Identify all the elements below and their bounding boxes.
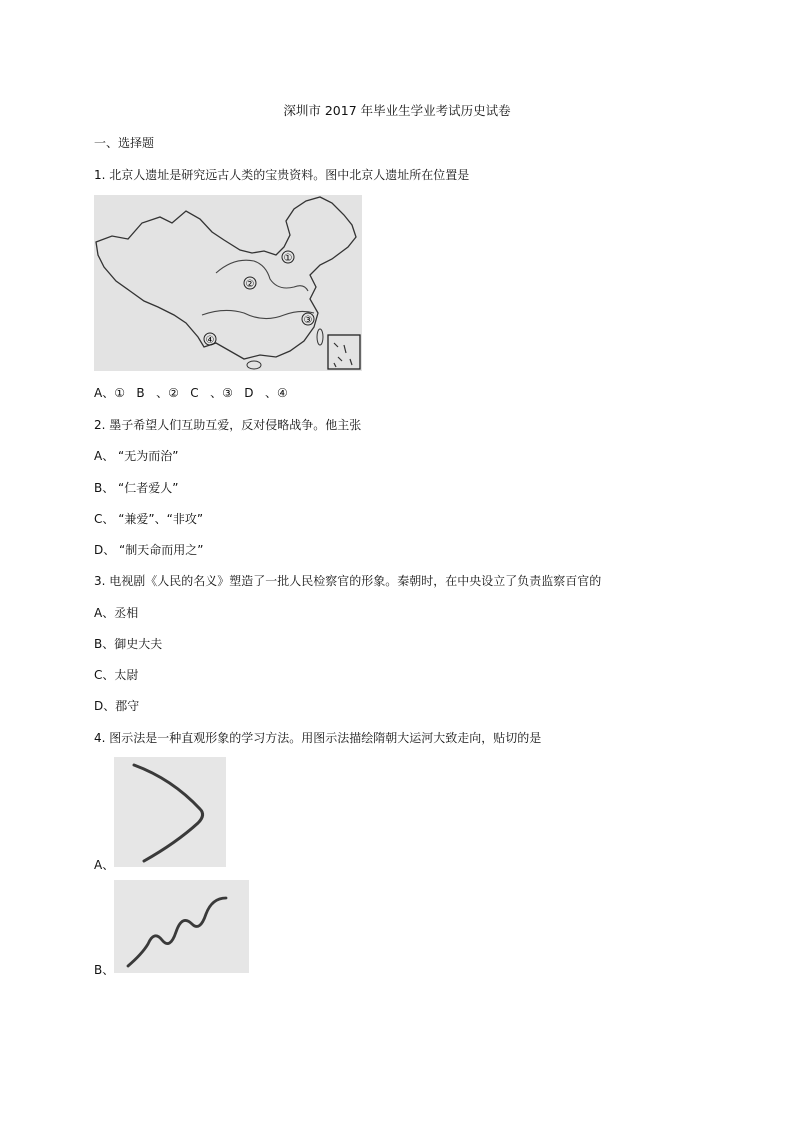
question-1-options: A、① B 、② C 、③ D 、④ [94, 386, 288, 400]
question-4-option-a: A、 [94, 858, 115, 872]
question-4-option-b: B、 [94, 963, 115, 977]
marker-4-label: ④ [205, 335, 215, 346]
south-china-sea-inset [328, 335, 360, 369]
yangtze-river-line [202, 310, 314, 318]
china-map-outline [94, 195, 362, 371]
option-b-canal-figure [114, 880, 249, 973]
inset-islands [334, 343, 352, 367]
china-map-figure [94, 195, 362, 371]
question-2-option-a: A、 “无为而治” [94, 449, 179, 463]
yellow-river-line [216, 260, 308, 291]
question-3-option-b: B、御史大夫 [94, 637, 163, 651]
question-1-stem: 1. 北京人遗址是研究远古人类的宝贵资料。图中北京人遗址所在位置是 [94, 168, 470, 182]
marker-3-label: ③ [303, 315, 313, 326]
question-3-option-c: C、太尉 [94, 668, 139, 682]
taiwan-island [317, 329, 323, 345]
option-a-curve-svg [114, 757, 226, 867]
question-2-stem: 2. 墨子希望人们互助互爱，反对侵略战争。他主张 [94, 418, 362, 432]
option-b-curve [128, 898, 226, 966]
question-2-option-d: D、 “制天命而用之” [94, 543, 204, 557]
question-4-stem: 4. 图示法是一种直观形象的学习方法。用图示法描绘隋朝大运河大致走向，贴切的是 [94, 731, 542, 745]
marker-2-label: ② [245, 279, 255, 290]
question-2-option-b: B、 “仁者爱人” [94, 481, 179, 495]
marker-1-label: ① [283, 253, 293, 264]
hainan-island [247, 361, 261, 369]
section-heading: 一、选择题 [94, 136, 155, 150]
exam-title: 深圳市 2017 年毕业生学业考试历史试卷 [283, 103, 511, 118]
option-a-canal-figure [114, 757, 226, 867]
question-2-option-c: C、 “兼爱”、“非攻” [94, 512, 204, 526]
question-3-stem: 3. 电视剧《人民的名义》塑造了一批人民检察官的形象。秦朝时，在中央设立了负责监察百官的 [94, 574, 602, 588]
option-b-curve-svg [114, 880, 249, 973]
question-3-option-d: D、郡守 [94, 699, 140, 713]
question-3-option-a: A、丞相 [94, 606, 139, 620]
option-a-curve [134, 765, 203, 861]
